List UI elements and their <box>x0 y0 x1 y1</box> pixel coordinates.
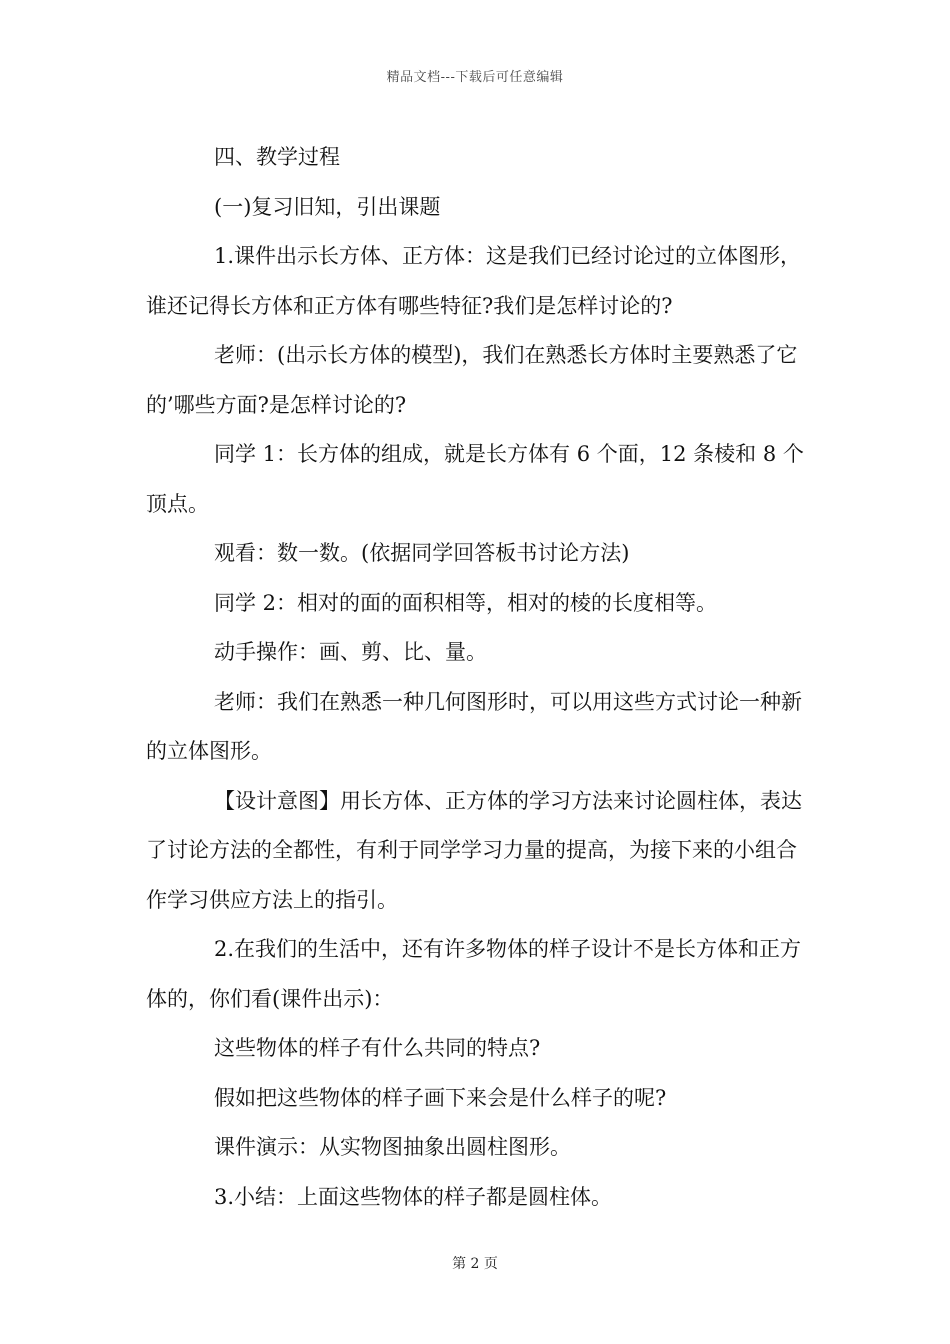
subsection-heading: (一)复习旧知，引出课题 <box>214 194 441 219</box>
paragraph-observe: 观看：数一数。(依据同学回答板书讨论方法) <box>214 541 630 565</box>
paragraph-question-1: 这些物体的样子有什么共同的特点? <box>214 1036 541 1060</box>
page-number: 第 2 页 <box>452 1256 498 1272</box>
paragraph-teacher-2: 老师：我们在熟悉一种几何图形时，可以用这些方式讨论一种新的立体图形。 <box>146 689 802 763</box>
paragraph-2: 2.在我们的生活中，还有许多物体的样子设计不是长方体和正方体的，你们看(课件出示)： <box>146 937 802 1011</box>
paragraph-student-2: 同学 2：相对的面的面积相等，相对的棱的长度相等。 <box>214 590 718 615</box>
paragraph-summary: 3.小结：上面这些物体的样子都是圆柱体。 <box>214 1184 613 1209</box>
paragraph-demo: 课件演示：从实物图抽象出圆柱图形。 <box>214 1135 571 1159</box>
section-heading: 四、教学过程 <box>214 145 340 169</box>
paragraph-design-intent: 【设计意图】用长方体、正方体的学习方法来讨论圆柱体，表达了讨论方法的全都性，有利于同学学习力量的提高，为接下来的小组合作学习供应方法上的指引。 <box>146 788 802 912</box>
paragraph-hands-on: 动手操作：画、剪、比、量。 <box>214 640 487 664</box>
paragraph-student-1: 同学 1：长方体的组成，就是长方体有 6 个面，12 条棱和 8 个顶点。 <box>146 442 804 516</box>
paragraph-question-2: 假如把这些物体的样子画下来会是什么样子的呢? <box>214 1085 667 1110</box>
document-body <box>146 133 810 1222</box>
paragraph-teacher-1: 老师：(出示长方体的模型)，我们在熟悉长方体时主要熟悉了它的’哪些方面?是怎样讨论的? <box>146 343 798 417</box>
paragraph-1: 1.课件出示长方体、正方体：这是我们已经讨论过的立体图形，谁还记得长方体和正方体有哪些特征?我们是怎样讨论的? <box>146 244 802 318</box>
page-header: 精品文档---下载后可任意编辑 <box>386 70 564 85</box>
